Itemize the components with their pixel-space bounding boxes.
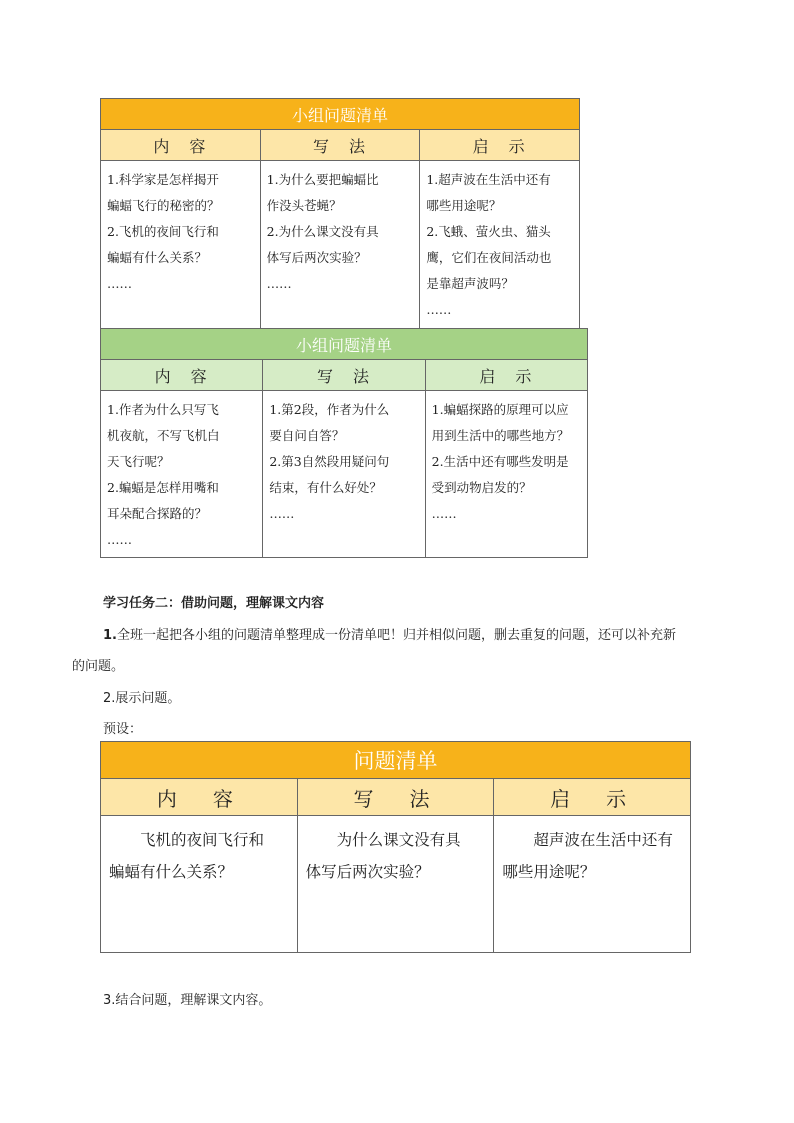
group-question-list-table-1 [100, 98, 580, 332]
content-cell [101, 391, 263, 558]
header-insight: 启 示 [420, 130, 580, 161]
cell-line: 鹰，它们在夜间活动也 [426, 250, 552, 265]
cell-line: 2.飞机的夜间飞行和 [107, 224, 219, 239]
writing-cell [297, 816, 494, 953]
item-number: 1. [103, 628, 117, 643]
cell-line: 是靠超声波吗？ [426, 276, 514, 291]
header-content: 内 容 [101, 130, 261, 161]
cell-line: 受到动物启发的？ [431, 480, 532, 495]
cell-line: 天飞行呢？ [107, 454, 170, 469]
cell-line: 机夜航，不写飞机白 [107, 428, 220, 443]
task-item-3: 3.结合问题，理解课文内容。 [103, 993, 272, 1008]
cell-line: 哪些用途呢？ [426, 198, 502, 213]
cell-line: 用到生活中的哪些地方？ [431, 428, 570, 443]
header-writing: 写 法 [297, 779, 494, 816]
cell-line: 1.作者为什么只写飞 [107, 402, 219, 417]
cell-line: 哪些用途呢？ [502, 863, 596, 881]
insight-cell [425, 391, 587, 558]
cell-line: 1.科学家是怎样揭开 [107, 172, 219, 187]
cell-line: 2.飞蛾、萤火虫、猫头 [426, 224, 551, 239]
cell-line: …… [266, 276, 292, 291]
task-item-1 [103, 624, 703, 643]
cell-line: 飞机的夜间飞行和 [140, 831, 265, 849]
writing-cell [263, 391, 425, 558]
cell-line: 2.第3自然段用疑问句 [269, 454, 390, 469]
header-insight: 启 示 [494, 779, 691, 816]
cell-line: 2.为什么课文没有具 [266, 224, 379, 239]
insight-cell [494, 816, 691, 953]
cell-line: 1.蝙蝠探路的原理可以应 [431, 402, 569, 417]
task-item-1-cont: 的问题。 [72, 659, 125, 674]
cell-line: 要自问自答？ [269, 428, 345, 443]
header-content: 内 容 [101, 360, 263, 391]
cell-line: …… [107, 276, 132, 291]
item-text: 全班一起把各小组的问题清单整理成一份清单吧！归并相似问题，删去重复的问题，还可以补充新 [116, 628, 676, 643]
cell-line: 作没头苍蝇？ [266, 198, 342, 213]
content-cell [101, 161, 261, 332]
cell-line: 蝙蝠飞行的秘密的？ [107, 198, 220, 213]
cell-line: …… [107, 532, 132, 547]
cell-line: 1.超声波在生活中还有 [426, 172, 551, 187]
insight-cell [420, 161, 580, 332]
header-insight: 启 示 [425, 360, 587, 391]
cell-line: 超声波在生活中还有 [533, 831, 673, 849]
cell-line: 结束，有什么好处？ [269, 480, 382, 495]
cell-line: 耳朵配合探路的？ [107, 506, 208, 521]
cell-line: 2.生活中还有哪些发明是 [431, 454, 569, 469]
table-title: 问题清单 [101, 742, 691, 779]
header-writing: 写 法 [263, 360, 425, 391]
table-title: 小组问题清单 [101, 329, 588, 360]
header-writing: 写 法 [260, 130, 420, 161]
task-heading: 学习任务二：借助问题，理解课文内容 [103, 596, 325, 611]
cell-line: 蝙蝠有什么关系？ [109, 863, 234, 881]
question-list-table [100, 741, 691, 953]
cell-line: …… [269, 506, 295, 521]
group-question-list-table-2 [100, 328, 588, 558]
cell-line: 1.第2段，作者为什么 [269, 402, 390, 417]
header-content: 内 容 [101, 779, 298, 816]
cell-line: 为什么课文没有具 [336, 831, 461, 849]
task-item-2: 2.展示问题。 [103, 691, 181, 706]
preset-label: 预设： [103, 722, 143, 737]
cell-line: 1.为什么要把蝙蝠比 [266, 172, 379, 187]
cell-line: 蝙蝠有什么关系？ [107, 250, 208, 265]
cell-line: 2.蝙蝠是怎样用嘴和 [107, 480, 219, 495]
cell-line: …… [431, 506, 457, 521]
writing-cell [260, 161, 420, 332]
table-title: 小组问题清单 [101, 99, 580, 130]
cell-line: 体写后两次实验？ [305, 863, 430, 881]
cell-line: …… [426, 302, 452, 317]
cell-line: 体写后两次实验？ [266, 250, 367, 265]
content-cell [101, 816, 298, 953]
